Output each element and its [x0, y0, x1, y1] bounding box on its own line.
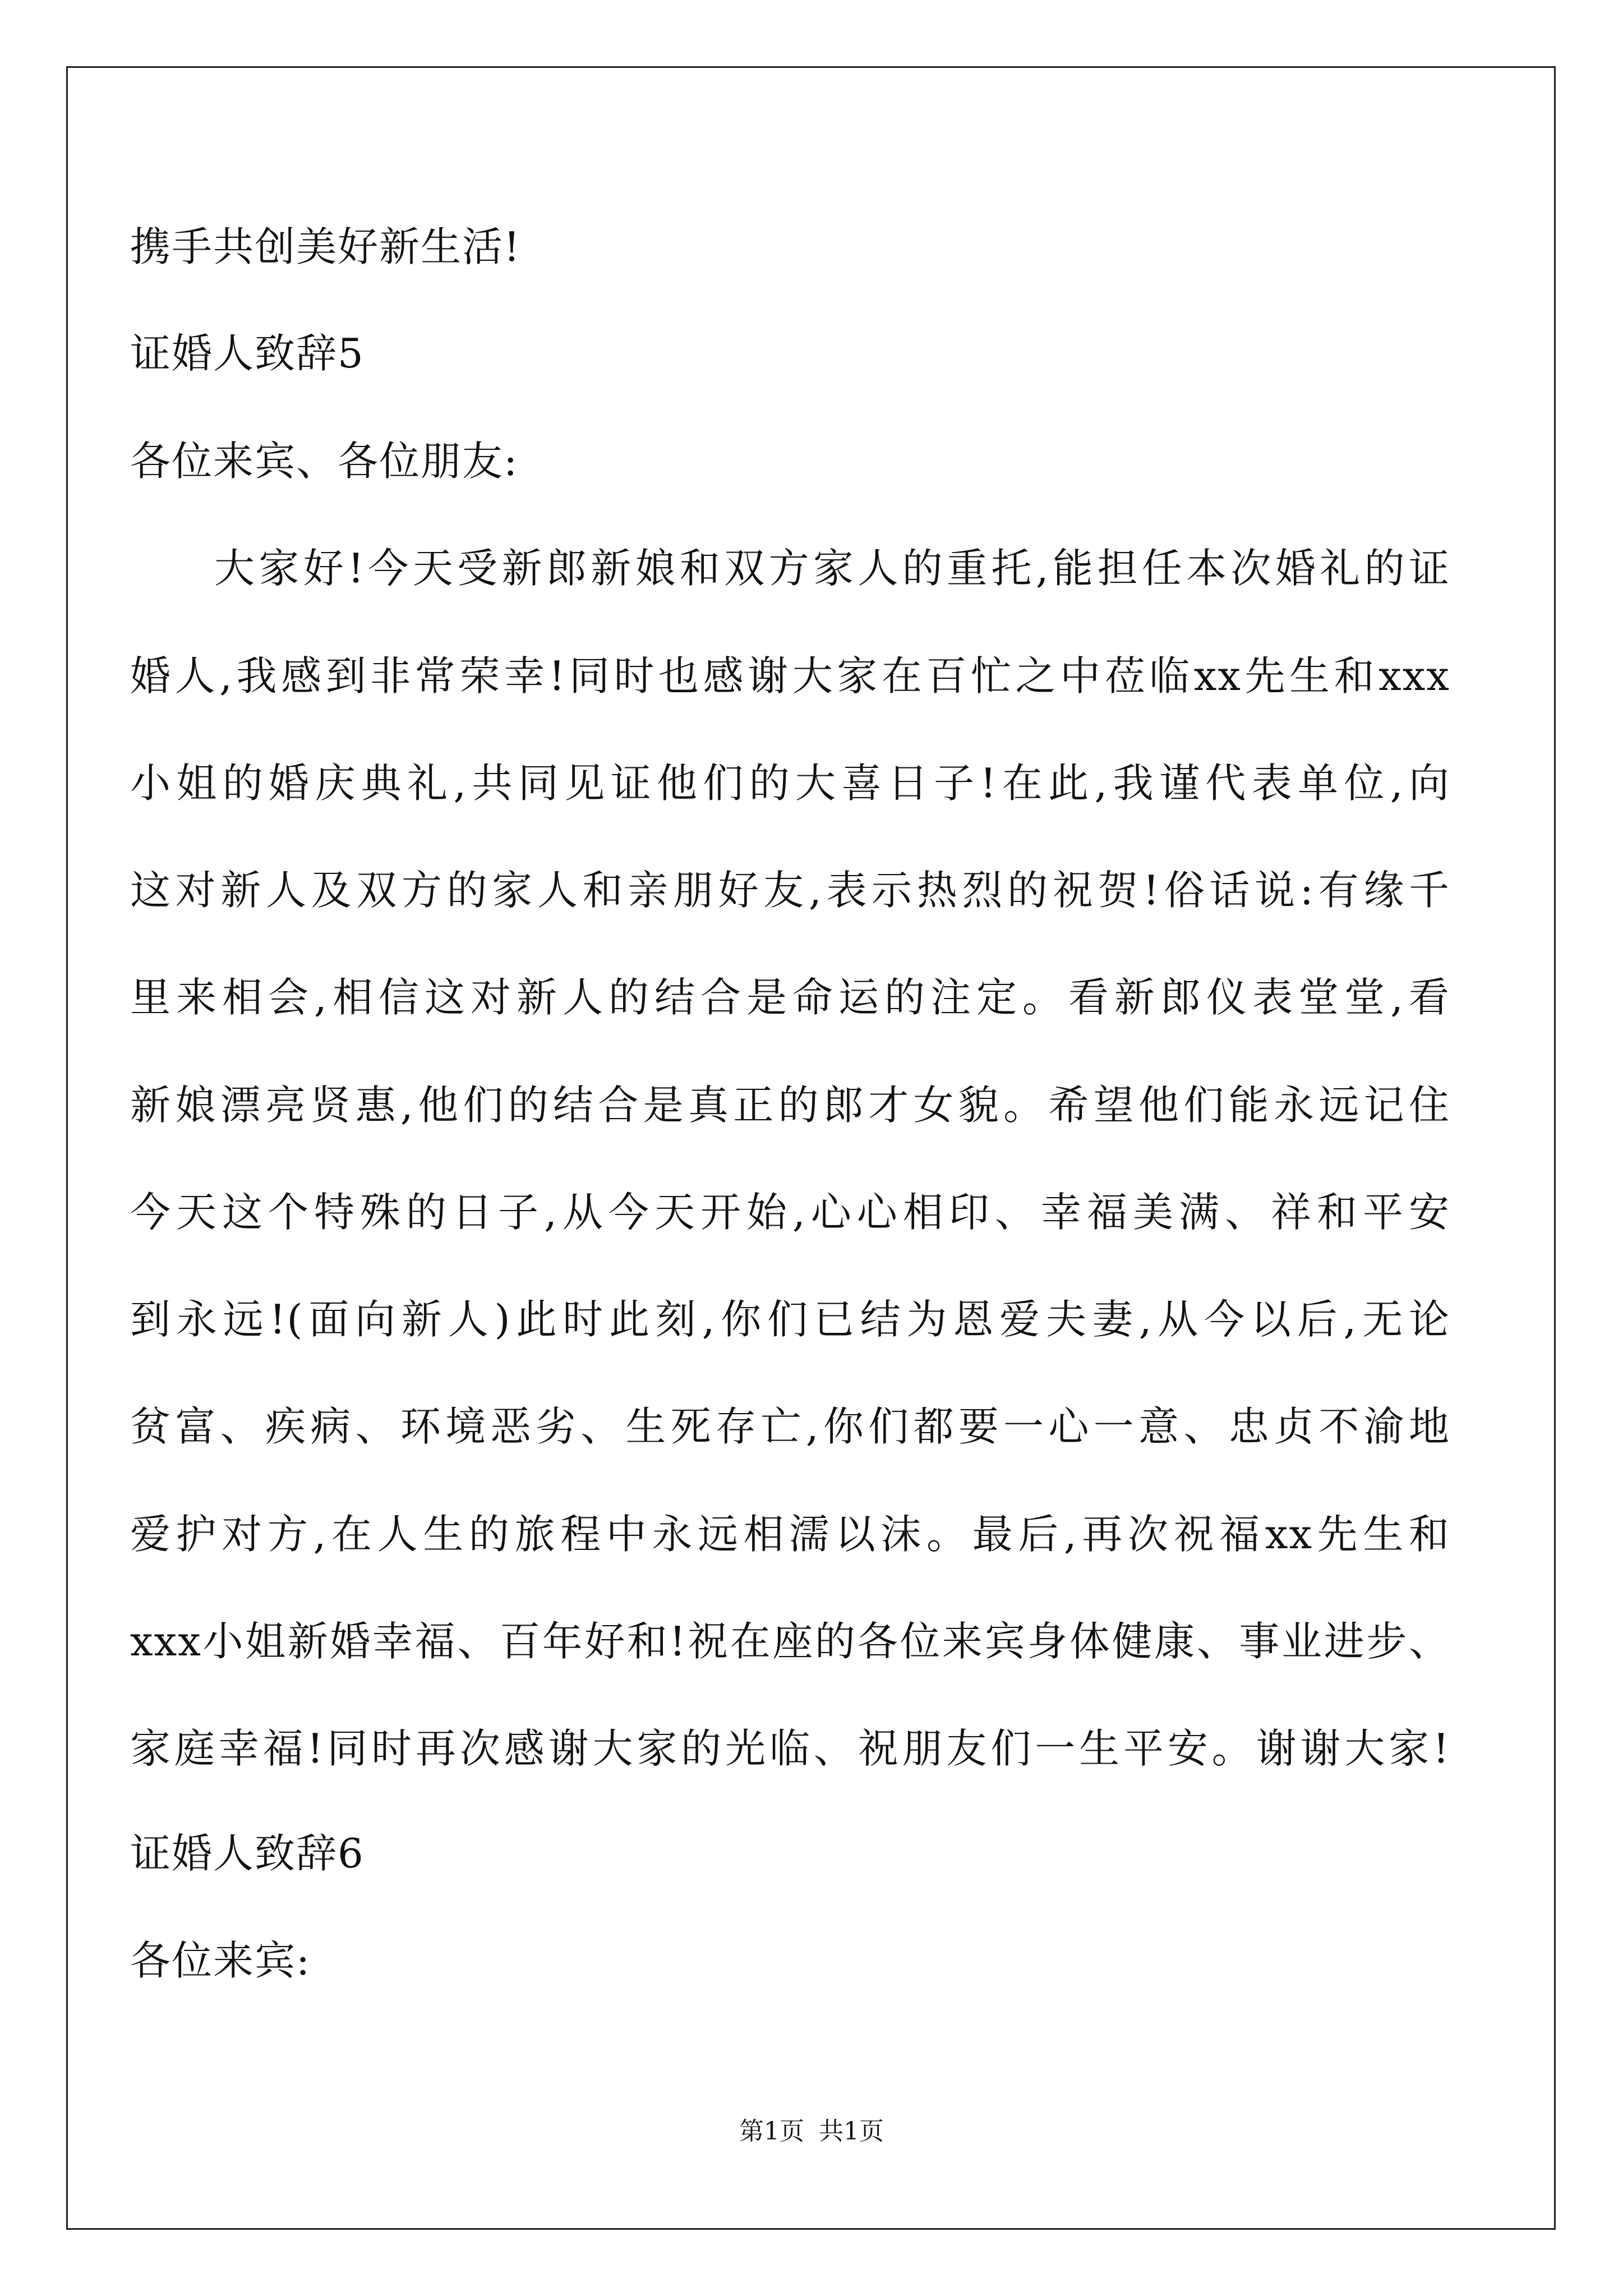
paragraph-line: 婚人,我感到非常荣幸!同时也感谢大家在百忙之中莅临xx先生和xxx	[130, 652, 1450, 700]
paragraph-line: 大家好!今天受新郎新娘和双方家人的重托,能担任本次婚礼的证	[214, 545, 1450, 592]
page-total: 共1页	[819, 2117, 884, 2146]
section-heading: 证婚人致辞5	[130, 330, 365, 377]
paragraph-line: 到永远!(面向新人)此时此刻,你们已结为恩爱夫妻,从今以后,无论	[130, 1296, 1450, 1343]
paragraph-line: 小姐的婚庆典礼,共同见证他们的大喜日子!在此,我谨代表单位,向	[130, 760, 1450, 807]
paragraph-line: 爱护对方,在人生的旅程中永远相濡以沫。最后,再次祝福xx先生和	[130, 1511, 1450, 1558]
page-border	[66, 66, 1556, 2230]
page-number: 第1页	[739, 2117, 804, 2146]
paragraph-line: 家庭幸福!同时再次感谢大家的光临、祝朋友们一生平安。谢谢大家!	[130, 1725, 1450, 1772]
paragraph-line: 今天这个特殊的日子,从今天开始,心心相印、幸福美满、祥和平安	[130, 1189, 1450, 1236]
paragraph-line: xxx小姐新婚幸福、百年好和!祝在座的各位来宾身体健康、事业进步、	[130, 1618, 1450, 1665]
salutation: 各位来宾:	[130, 1937, 311, 1984]
page-footer	[0, 2115, 1623, 2148]
paragraph-line: 里来相会,相信这对新人的结合是命运的注定。看新郎仪表堂堂,看	[130, 974, 1450, 1021]
paragraph-line: 贫富、疾病、环境恶劣、生死存亡,你们都要一心一意、忠贞不渝地	[130, 1403, 1450, 1450]
paragraph-line: 新娘漂亮贤惠,他们的结合是真正的郎才女貌。希望他们能永远记住	[130, 1082, 1450, 1129]
text-line: 携手共创美好新生活!	[130, 223, 521, 270]
salutation: 各位来宾、各位朋友:	[130, 438, 519, 485]
section-heading: 证婚人致辞6	[130, 1830, 365, 1877]
paragraph-line: 这对新人及双方的家人和亲朋好友,表示热烈的祝贺!俗话说:有缘千	[130, 867, 1450, 914]
